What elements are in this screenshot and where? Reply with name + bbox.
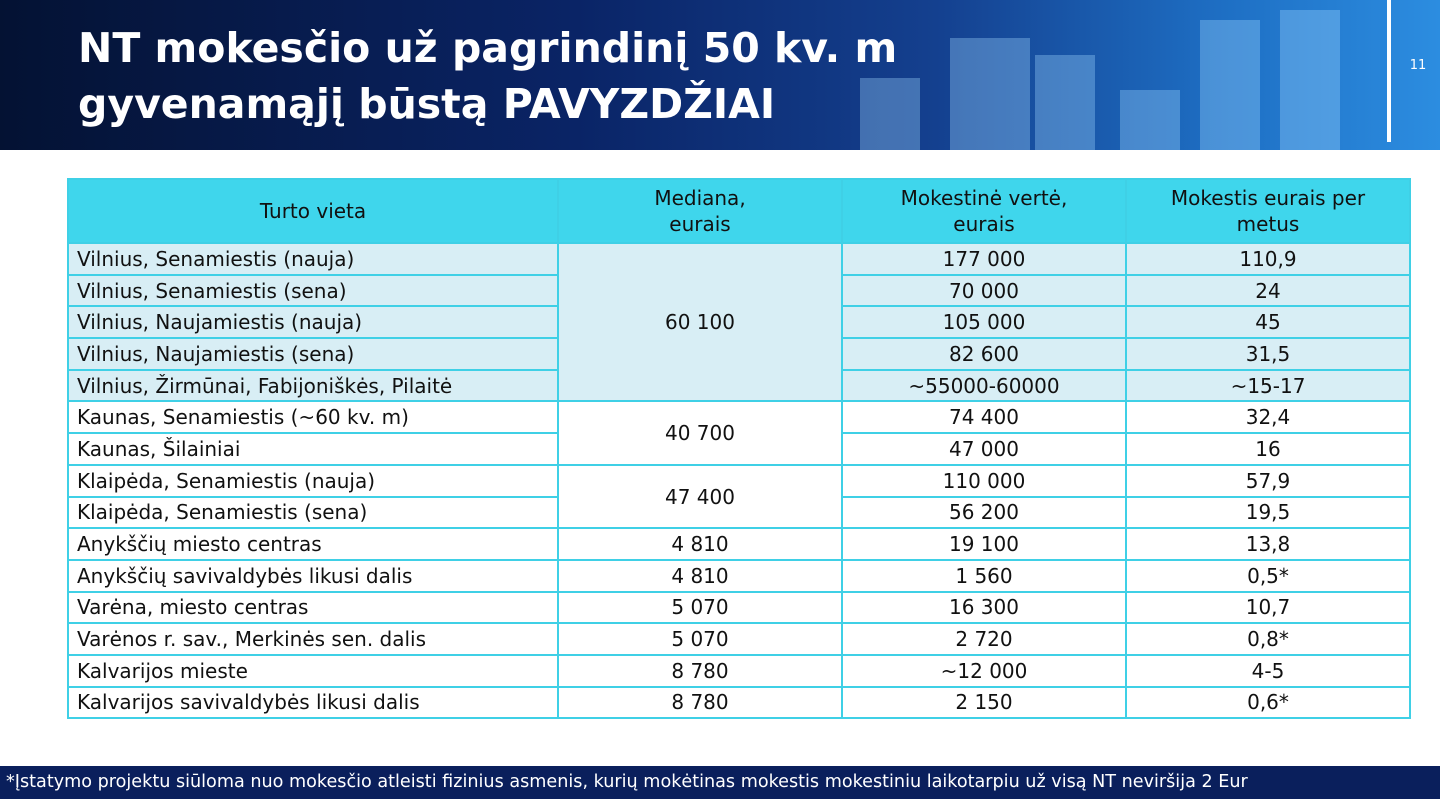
cell-tax: 0,6* [1126, 687, 1410, 719]
tax-examples-table [67, 178, 1411, 719]
cell-value: ~55000-60000 [842, 370, 1126, 402]
slide-title [78, 20, 897, 132]
cell-median: 8 780 [558, 687, 842, 719]
cell-location: Kaunas, Šilainiai [68, 433, 558, 465]
cell-median: 60 100 [558, 243, 842, 401]
cell-value: 82 600 [842, 338, 1126, 370]
header-location: Turto vieta [68, 179, 558, 243]
cell-location: Vilnius, Naujamiestis (nauja) [68, 306, 558, 338]
cell-tax: 24 [1126, 275, 1410, 307]
cell-tax: 0,8* [1126, 623, 1410, 655]
title-line-1: NT mokesčio už pagrindinį 50 kv. m [78, 24, 898, 72]
table-row [68, 465, 1410, 497]
cell-tax: 110,9 [1126, 243, 1410, 275]
cell-value: 2 720 [842, 623, 1126, 655]
cell-location: Vilnius, Žirmūnai, Fabijoniškės, Pilaitė [68, 370, 558, 402]
cell-tax: 10,7 [1126, 592, 1410, 624]
cell-location: Kalvarijos mieste [68, 655, 558, 687]
cell-tax: ~15-17 [1126, 370, 1410, 402]
table-row [68, 528, 1410, 560]
page-number: 11 [1409, 58, 1427, 73]
cell-location: Vilnius, Naujamiestis (sena) [68, 338, 558, 370]
cell-value: 56 200 [842, 497, 1126, 529]
bar-chart-decoration [860, 0, 1380, 150]
cell-median: 47 400 [558, 465, 842, 528]
cell-median: 40 700 [558, 401, 842, 464]
cell-median: 5 070 [558, 592, 842, 624]
cell-value: 2 150 [842, 687, 1126, 719]
cell-location: Anykščių miesto centras [68, 528, 558, 560]
cell-tax: 19,5 [1126, 497, 1410, 529]
header-median: Mediana, eurais [558, 179, 842, 243]
cell-tax: 57,9 [1126, 465, 1410, 497]
cell-location: Varėna, miesto centras [68, 592, 558, 624]
table-row [68, 401, 1410, 433]
header-tax-value: Mokestinė vertė, eurais [842, 179, 1126, 243]
cell-location: Kalvarijos savivaldybės likusi dalis [68, 687, 558, 719]
cell-value: 105 000 [842, 306, 1126, 338]
header-tax-per-year: Mokestis eurais per metus [1126, 179, 1410, 243]
cell-value: 47 000 [842, 433, 1126, 465]
title-banner [0, 0, 1440, 150]
table-row [68, 687, 1410, 719]
cell-tax: 32,4 [1126, 401, 1410, 433]
cell-tax: 4-5 [1126, 655, 1410, 687]
table-row [68, 592, 1410, 624]
vertical-divider [1387, 0, 1391, 142]
cell-value: ~12 000 [842, 655, 1126, 687]
cell-tax: 0,5* [1126, 560, 1410, 592]
cell-median: 4 810 [558, 528, 842, 560]
table-row [68, 623, 1410, 655]
cell-location: Klaipėda, Senamiestis (nauja) [68, 465, 558, 497]
footnote: *Įstatymo projektu siūloma nuo mokesčio atleisti fizinius asmenis, kurių mokėtinas mokestis mokestiniu laikotarpiu už visą NT neviršija 2 Eur [0, 766, 1440, 799]
cell-median: 5 070 [558, 623, 842, 655]
cell-value: 1 560 [842, 560, 1126, 592]
cell-tax: 31,5 [1126, 338, 1410, 370]
table-header-row [68, 179, 1410, 243]
table-row [68, 655, 1410, 687]
cell-value: 70 000 [842, 275, 1126, 307]
cell-value: 110 000 [842, 465, 1126, 497]
table-row [68, 560, 1410, 592]
cell-tax: 45 [1126, 306, 1410, 338]
table-row [68, 243, 1410, 275]
cell-location: Varėnos r. sav., Merkinės sen. dalis [68, 623, 558, 655]
title-line-2: gyvenamąjį būstą PAVYZDŽIAI [78, 80, 776, 128]
cell-tax: 16 [1126, 433, 1410, 465]
cell-location: Vilnius, Senamiestis (nauja) [68, 243, 558, 275]
cell-value: 16 300 [842, 592, 1126, 624]
cell-tax: 13,8 [1126, 528, 1410, 560]
cell-location: Klaipėda, Senamiestis (sena) [68, 497, 558, 529]
cell-median: 4 810 [558, 560, 842, 592]
cell-value: 19 100 [842, 528, 1126, 560]
cell-value: 74 400 [842, 401, 1126, 433]
cell-median: 8 780 [558, 655, 842, 687]
cell-location: Anykščių savivaldybės likusi dalis [68, 560, 558, 592]
cell-location: Kaunas, Senamiestis (~60 kv. m) [68, 401, 558, 433]
cell-location: Vilnius, Senamiestis (sena) [68, 275, 558, 307]
cell-value: 177 000 [842, 243, 1126, 275]
